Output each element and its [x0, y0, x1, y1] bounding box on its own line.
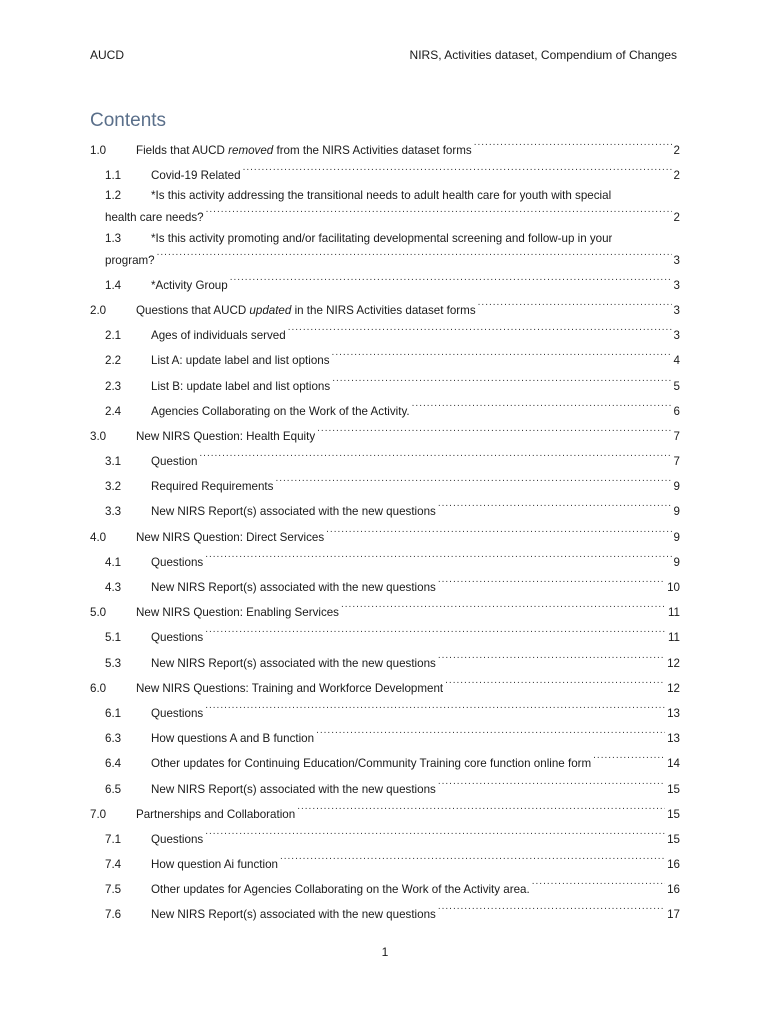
toc-entry-title-post: in the NIRS Activities dataset forms [291, 303, 476, 317]
toc-entry-page: 9 [673, 530, 680, 544]
toc-entry-title: *Activity Group [151, 278, 228, 292]
dot-leader [438, 650, 665, 667]
toc-entry-number: 2.0 [90, 303, 107, 317]
toc-entry-title: New NIRS Report(s) associated with the new questions [151, 908, 436, 922]
toc-entry[interactable] [90, 187, 680, 225]
toc-entry-title: New NIRS Report(s) associated with the new questions [151, 656, 436, 670]
toc-entry-page: 9 [673, 555, 680, 569]
dot-leader [205, 700, 665, 717]
toc-entry-title-line1: *Is this activity addressing the transitional needs to adult health care for youth with special [151, 189, 612, 203]
toc-entry[interactable] [90, 297, 680, 317]
toc-entry-number: 3.3 [105, 505, 122, 519]
toc-entry-title-pre: Fields that AUCD [136, 144, 229, 157]
dot-leader [205, 624, 666, 641]
toc-entry[interactable] [90, 473, 680, 494]
toc-entry-title: Required Requirements [151, 480, 274, 494]
toc-entry[interactable] [90, 851, 680, 872]
toc-entry-title-line2: program? [105, 253, 155, 267]
toc-entry[interactable] [90, 448, 680, 469]
toc-entry-number: 4.0 [90, 530, 107, 544]
running-header-left: AUCD [90, 48, 125, 62]
toc-entry-number: 3.2 [105, 480, 122, 494]
dot-leader [478, 297, 672, 314]
dot-leader [438, 498, 672, 515]
toc-entry-page: 2 [673, 144, 680, 157]
toc-entry[interactable] [90, 137, 680, 157]
toc-entry-number: 1.1 [105, 169, 122, 183]
toc-entry-page: 13 [667, 732, 680, 746]
toc-entry-number: 5.3 [105, 656, 122, 670]
dot-leader [205, 549, 671, 566]
toc-entry-title: New NIRS Report(s) associated with the new questions [151, 782, 436, 796]
running-header-right: NIRS, Activities dataset, Compendium of Changes [409, 48, 677, 62]
toc-entry-title-emphasis: removed [228, 144, 274, 157]
toc-entry-title-post: from the NIRS Activities dataset forms [273, 144, 472, 157]
toc-entry-title: Ages of individuals served [151, 329, 286, 343]
toc-entry-page: 10 [667, 581, 680, 594]
toc-entry-number: 7.1 [105, 832, 122, 846]
toc-entry-page: 5 [673, 379, 680, 393]
toc-entry-page: 11 [667, 606, 680, 620]
toc-entry[interactable] [90, 876, 680, 897]
toc-entry-title: Questions [151, 706, 204, 720]
toc-entry-title: New NIRS Question: Enabling Services [136, 606, 339, 620]
toc-entry-title: New NIRS Report(s) associated with the new questions [151, 505, 436, 519]
toc-entry[interactable] [90, 498, 680, 519]
toc-entry-page: 9 [673, 480, 680, 494]
table-of-contents [90, 137, 680, 927]
dot-leader [199, 448, 671, 465]
toc-entry-title: New NIRS Questions: Training and Workforce Development [136, 681, 444, 695]
toc-entry-title-line2: health care needs? [105, 211, 204, 225]
toc-entry-number: 5.0 [90, 606, 107, 620]
toc-entry-title: New NIRS Report(s) associated with the new questions [151, 581, 436, 594]
toc-entry[interactable] [90, 322, 680, 343]
dot-leader [288, 322, 672, 339]
toc-entry-number: 6.0 [90, 681, 107, 695]
dot-leader [230, 272, 672, 289]
toc-entry-title: Covid-19 Related [151, 169, 241, 183]
toc-entry-page: 16 [667, 883, 680, 897]
toc-entry[interactable] [90, 230, 680, 267]
dot-leader [317, 423, 671, 440]
toc-entry-page: 7 [673, 455, 680, 469]
toc-entry-page: 4 [673, 354, 680, 368]
toc-entry[interactable] [90, 801, 680, 821]
toc-entry-number: 4.3 [105, 581, 122, 594]
dot-leader [593, 750, 665, 767]
toc-entry[interactable] [90, 750, 680, 771]
toc-entry-title: Questions [151, 631, 204, 645]
dot-leader [332, 373, 671, 390]
toc-entry-page: 3 [673, 303, 680, 317]
toc-entry-title: Other updates for Agencies Collaborating on the Work of the Activity area. [151, 883, 530, 897]
toc-entry-page: 11 [667, 631, 680, 645]
toc-entry-page: 3 [673, 253, 680, 267]
toc-entry-number: 6.1 [105, 706, 122, 720]
toc-entry-page: 7 [673, 429, 680, 443]
toc-entry[interactable] [90, 826, 680, 846]
toc-entry-page: 17 [667, 908, 680, 922]
toc-entry-page: 3 [673, 329, 680, 343]
toc-entry[interactable] [90, 162, 680, 183]
toc-entry-number: 1.0 [90, 144, 107, 157]
toc-entry[interactable] [90, 423, 680, 443]
toc-entry-title: Questions [151, 555, 204, 569]
toc-entry-page: 9 [673, 505, 680, 519]
toc-entry-number: 6.3 [105, 732, 122, 746]
toc-entry-number: 1.3 [105, 231, 122, 245]
toc-entry-title-pre: Questions that AUCD [136, 303, 250, 317]
dot-leader [438, 574, 665, 591]
toc-entry-number: 2.3 [105, 379, 122, 393]
toc-entry[interactable] [90, 347, 680, 368]
toc-entry-page: 2 [673, 169, 680, 183]
toc-entry-page: 6 [673, 404, 680, 418]
toc-entry-title-line1: *Is this activity promoting and/or facilitating developmental screening and follow-up in your [151, 231, 613, 245]
dot-leader [326, 524, 671, 541]
toc-entry-title: New NIRS Question: Health Equity [136, 429, 316, 443]
toc-entry-page: 16 [667, 858, 680, 872]
toc-entry-title: How questions A and B function [151, 732, 315, 746]
dot-leader [157, 247, 672, 264]
dot-leader [341, 599, 666, 616]
toc-entry-page: 12 [667, 656, 680, 670]
toc-entry-title: New NIRS Question: Direct Services [136, 530, 325, 544]
toc-entry-title: Other updates for Continuing Education/Community Training core function online form [151, 757, 592, 771]
toc-entry-page: 2 [673, 211, 680, 225]
dot-leader [445, 675, 665, 692]
toc-entry-number: 1.2 [105, 189, 122, 203]
toc-entry-title: List B: update label and list options [151, 379, 331, 393]
dot-leader [316, 725, 665, 742]
toc-entry[interactable] [90, 524, 680, 544]
toc-entry-number: 6.4 [105, 757, 122, 771]
toc-entry-page: 15 [667, 782, 680, 796]
toc-entry-title: Partnerships and Collaboration [136, 807, 296, 821]
toc-entry-number: 2.2 [105, 354, 122, 368]
toc-entry-number: 7.5 [105, 883, 122, 897]
toc-entry[interactable] [90, 373, 680, 393]
dot-leader [438, 776, 665, 793]
toc-entry-page: 14 [667, 757, 680, 771]
toc-entry-page: 15 [667, 832, 680, 846]
dot-leader [206, 204, 672, 221]
toc-entry[interactable] [90, 901, 680, 922]
toc-entry-number: 2.4 [105, 404, 122, 418]
toc-entry-page: 3 [673, 278, 680, 292]
dot-leader [280, 851, 665, 868]
toc-entry[interactable] [90, 776, 680, 796]
dot-leader [438, 901, 665, 918]
dot-leader [412, 398, 672, 415]
toc-entry[interactable] [90, 272, 680, 292]
dot-leader [297, 801, 665, 818]
toc-entry-number: 7.6 [105, 908, 122, 922]
dot-leader [474, 137, 672, 154]
toc-entry-number: 5.1 [105, 631, 122, 645]
toc-entry-title [136, 302, 476, 319]
toc-entry-title: Question [151, 455, 198, 469]
dot-leader [275, 473, 671, 490]
toc-entry-title: Agencies Collaborating on the Work of the Activity. [151, 404, 410, 418]
dot-leader [332, 347, 672, 364]
dot-leader [243, 162, 672, 179]
toc-entry[interactable] [90, 650, 680, 670]
toc-entry[interactable] [90, 675, 680, 695]
toc-entry-title: List A: update label and list options [151, 354, 330, 368]
toc-entry[interactable] [90, 574, 680, 594]
toc-entry-number: 3.0 [90, 429, 107, 443]
contents-heading: Contents [90, 110, 167, 131]
dot-leader [532, 876, 665, 893]
page-number: 1 [381, 945, 389, 959]
toc-entry-number: 7.0 [90, 807, 107, 821]
toc-entry-page: 13 [667, 706, 680, 720]
toc-entry-title-emphasis: updated [249, 303, 292, 317]
toc-entry-number: 4.1 [105, 555, 122, 569]
toc-entry[interactable] [90, 549, 680, 569]
toc-entry-title: How question Ai function [151, 858, 278, 872]
toc-entry[interactable] [90, 624, 680, 645]
toc-entry-title [136, 142, 472, 159]
toc-entry-number: 7.4 [105, 858, 122, 872]
toc-entry-number: 1.4 [105, 278, 122, 292]
toc-entry[interactable] [90, 700, 680, 720]
toc-entry-page: 12 [667, 681, 680, 695]
toc-entry[interactable] [90, 599, 680, 620]
toc-entry[interactable] [90, 725, 680, 746]
toc-entry[interactable] [90, 398, 680, 418]
toc-entry-title: Questions [151, 832, 204, 846]
toc-entry-page: 15 [667, 807, 680, 821]
toc-entry-number: 6.5 [105, 782, 122, 796]
toc-entry-number: 2.1 [105, 329, 122, 343]
toc-entry-number: 3.1 [105, 455, 122, 469]
dot-leader [205, 826, 665, 843]
